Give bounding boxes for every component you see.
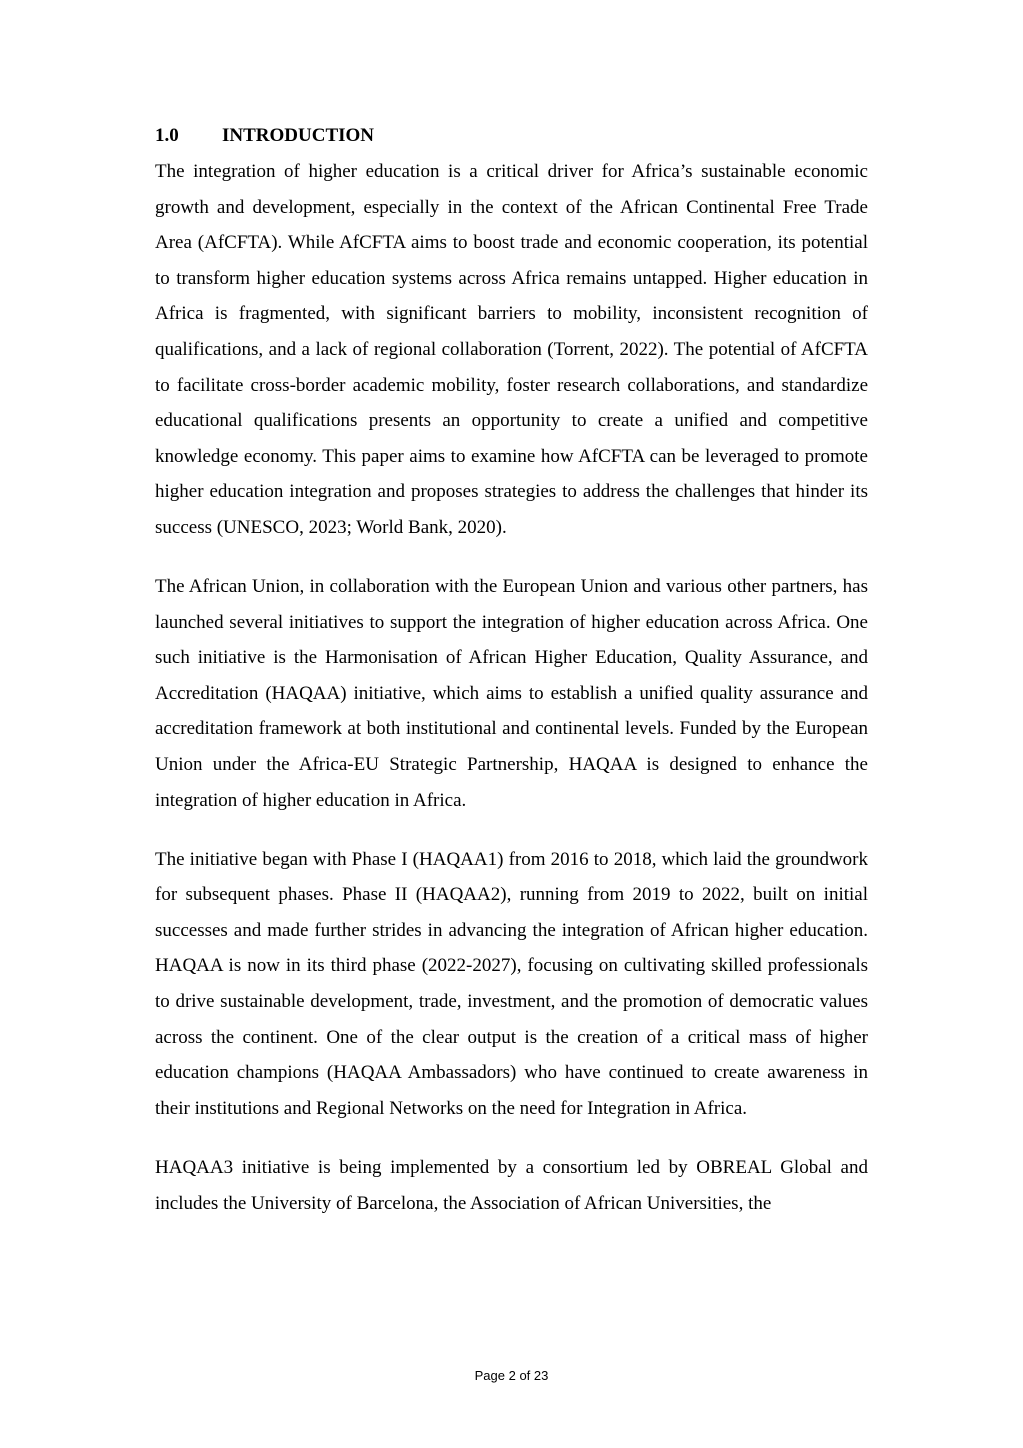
paragraph-2: The African Union, in collaboration with the European Union and various other partners, has launched several initiatives to support the integration of higher education across Africa. One such initiative is the Harmonisation of African Higher Education, Quality Assurance, and Accreditation (HAQAA) initiative, which aims to establish a unified quality assurance and accreditation framework at both institutional and continental levels. Funded by the European Union under the Africa-EU Strategic Partnership, HAQAA is designed to enhance the integration of higher education in Africa.: [155, 576, 868, 811]
section-heading: [155, 122, 868, 150]
paragraph-1: The integration of higher education is a critical driver for Africa’s sustainable economic growth and development, especially in the context of the African Continental Free Trade Area (AfCFTA). While AfCFTA aims to boost trade and economic cooperation, its potential to transform higher education systems across Africa remains untapped. Higher education in Africa is fragmented, with significant barriers to mobility, inconsistent recognition of qualifications, and a lack of regional collaboration (Torrent, 2022). The potential of AfCFTA to facilitate cross-border academic mobility, foster research collaborations, and standardize educational qualifications presents an opportunity to create a unified and competitive knowledge economy. This paper aims to examine how AfCFTA can be leveraged to promote higher education integration and proposes strategies to address the challenges that hinder its success (UNESCO, 2023; World Bank, 2020).: [155, 161, 868, 538]
section-number: 1.0: [155, 125, 179, 146]
paragraph-3: The initiative began with Phase I (HAQAA1) from 2016 to 2018, which laid the groundwork for subsequent phases. Phase II (HAQAA2), running from 2019 to 2022, built on initial successes and made further strides in advancing the integration of African higher education. HAQAA is now in its third phase (2022-2027), focusing on cultivating skilled professionals to drive sustainable development, trade, investment, and the promotion of democratic values across the continent. One of the clear output is the creation of a critical mass of higher education champions (HAQAA Ambassadors) who have continued to create awareness in their institutions and Regional Networks on the need for Integration in Africa.: [155, 848, 868, 1119]
page-number-footer: Page 2 of 23: [474, 1368, 549, 1383]
paragraph-4: HAQAA3 initiative is being implemented by a consortium led by OBREAL Global and includes the University of Barcelona, the Association of African Universities, the: [155, 1156, 868, 1214]
page-content: [155, 122, 868, 1221]
section-title: INTRODUCTION: [222, 125, 375, 146]
